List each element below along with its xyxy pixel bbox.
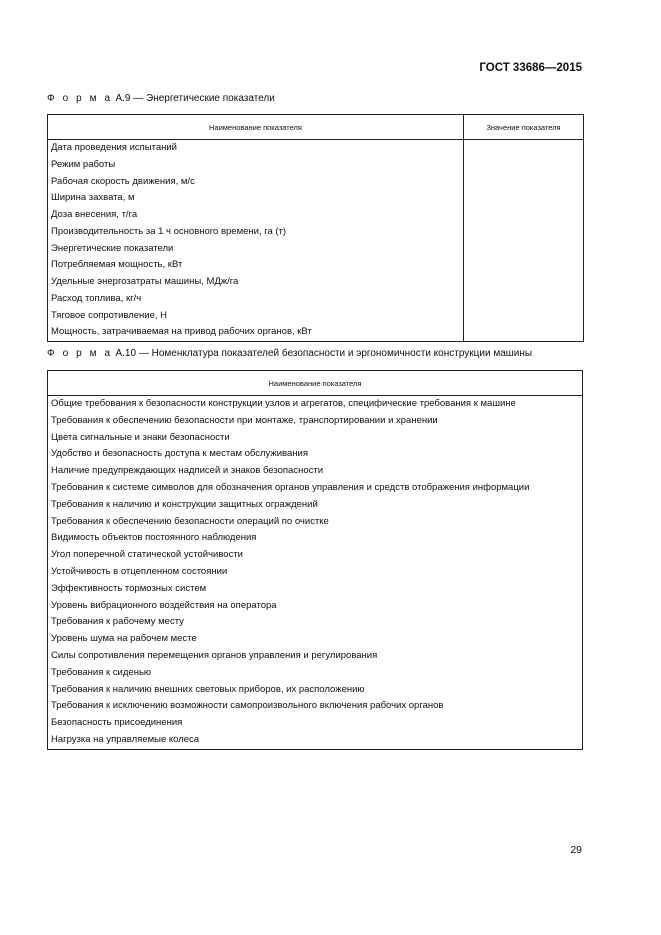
table-row: Требования к исключению возможности самопроизвольного включения рабочих органов [48, 698, 583, 715]
table-row: Устойчивость в отцепленном состоянии [48, 564, 583, 581]
table-row: Производительность за 1 ч основного времени, га (т) [48, 224, 464, 241]
table-row: Требования к рабочему месту [48, 614, 583, 631]
table-row: Тяговое сопротивление, Н [48, 308, 464, 325]
table-row: Наличие предупреждающих надписей и знаков безопасности [48, 463, 583, 480]
table-row: Общие требования к безопасности конструкции узлов и агрегатов, специфические требования к машине [48, 396, 583, 413]
table-row: Силы сопротивления перемещения органов управления и регулирования [48, 648, 583, 665]
form-a10-title [47, 348, 532, 359]
table-row: Потребляемая мощность, кВт [48, 257, 464, 274]
table-row: Уровень шума на рабочем месте [48, 631, 583, 648]
form-a9-title [47, 93, 275, 104]
table-row: Требования к сиденью [48, 665, 583, 682]
table-row: Требования к обеспечению безопасности операций по очистке [48, 514, 583, 531]
energy-indicators-table [47, 114, 584, 342]
form-a9-label-text: А.9 — Энергетические показатели [112, 93, 275, 104]
column-header-indicator-name: Наименование показателя [48, 115, 464, 140]
table-row: Мощность, затрачиваемая на привод рабочих органов, кВт [48, 324, 464, 341]
table-row: Удобство и безопасность доступа к местам обслуживания [48, 446, 583, 463]
form-a10-label-text: А.10 — Номенклатура показателей безопасности и эргономичности конструкции машины [112, 348, 533, 359]
table-row: Режим работы [48, 157, 464, 174]
document-standard-number: ГОСТ 33686—2015 [479, 62, 582, 74]
safety-ergonomics-table [47, 370, 583, 750]
indicator-value-cell [464, 140, 584, 342]
table-row: Требования к наличию внешних световых приборов, их расположению [48, 682, 583, 699]
table-row: Удельные энергозатраты машины, МДж/га [48, 274, 464, 291]
table-row: Эффективность тормозных систем [48, 581, 583, 598]
table-row: Дата проведения испытаний [48, 140, 464, 157]
form-a10-label-prefix: Ф о р м а [47, 348, 113, 359]
form-a9-label-prefix: Ф о р м а [47, 93, 113, 104]
table-row: Безопасность присоединения [48, 715, 583, 732]
table-row: Доза внесения, т/га [48, 207, 464, 224]
table-row: Требования к наличию и конструкции защитных ограждений [48, 497, 583, 514]
table-row: Нагрузка на управляемые колеса [48, 732, 583, 749]
column-header-indicator-name: Наименование показателя [48, 371, 583, 396]
table-row: Энергетические показатели [48, 241, 464, 258]
column-header-indicator-value: Значение показателя [464, 115, 584, 140]
table-row: Требования к системе символов для обозначения органов управления и средств отображения информации [48, 480, 583, 497]
table-row: Уровень вибрационного воздействия на оператора [48, 598, 583, 615]
table-row: Требования к обеспечению безопасности при монтаже, транспортировании и хранении [48, 413, 583, 430]
table-row: Ширина захвата, м [48, 190, 464, 207]
table-row: Угол поперечной статической устойчивости [48, 547, 583, 564]
table-row: Расход топлива, кг/ч [48, 291, 464, 308]
table-row: Рабочая скорость движения, м/с [48, 174, 464, 191]
table-row: Цвета сигнальные и знаки безопасности [48, 430, 583, 447]
table-row: Видимость объектов постоянного наблюдения [48, 530, 583, 547]
page-number: 29 [570, 844, 582, 856]
